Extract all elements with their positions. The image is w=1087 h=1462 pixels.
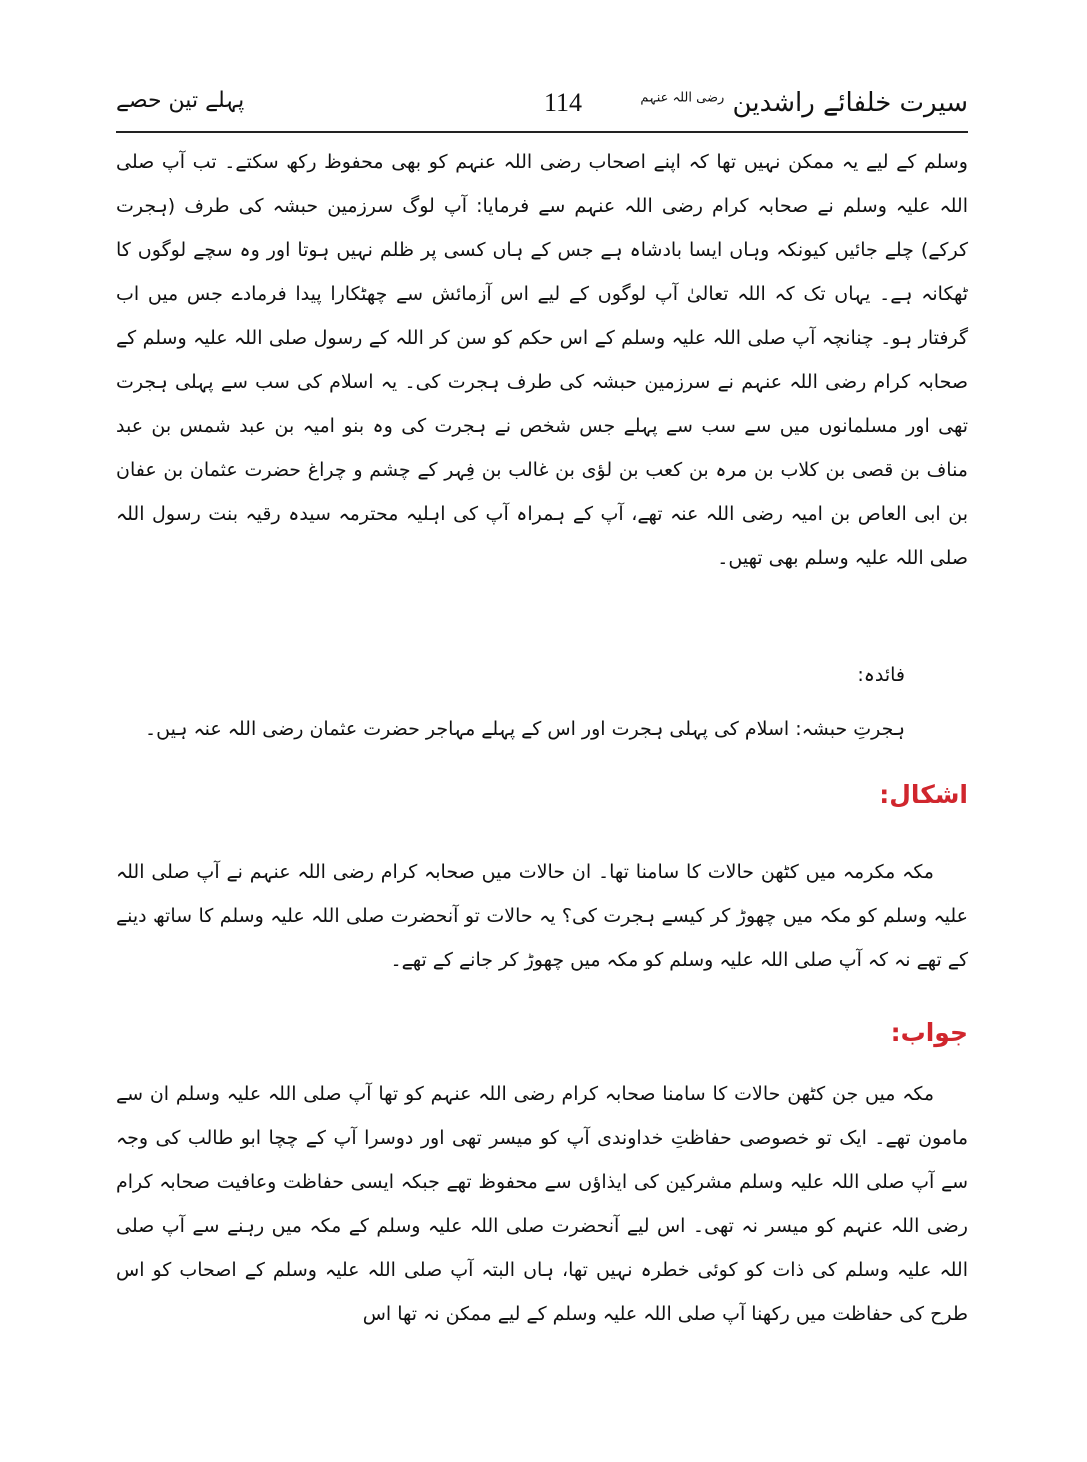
section-label: پہلے تین حصے (116, 88, 245, 113)
body-paragraph-1: وسلم کے لیے یہ ممکن نہیں تھا کہ اپنے اصحاب رضی اللہ عنہم کو بھی محفوظ رکھ سکتے۔ تب آپ صلی اللہ علیہ وسلم نے صحابہ کرام رضی اللہ عنہم سے فرمایا: آپ لوگ سرزمین حبشہ کی طرف (ہجرت کرکے) چلے جائیں کیونکہ وہاں ایسا بادشاہ ہے جس کے ہاں کسی پر ظلم نہیں ہوتا اور وہ سچے لوگوں کا ٹھکانہ ہے۔ یہاں تک کہ اللہ تعالیٰ آپ لوگوں کے لیے اس آزمائش سے چھٹکارا پیدا فرمادے جس میں اب گرفتار ہو۔ چنانچہ آپ صلی اللہ علیہ وسلم کے اس حکم کو سن کر اللہ کے رسول صلی اللہ علیہ وسلم کے صحابہ کرام رضی اللہ عنہم نے سرزمین حبشہ کی طرف ہجرت کی۔ یہ اسلام کی سب سے پہلی ہجرت تھی اور مسلمانوں میں سے سب سے پہلے جس شخص نے ہجرت کی وہ بنو امیہ بن عبد شمس بن عبد مناف بن قصی بن کلاب بن مرہ بن کعب بن لؤی بن غالب بن فِہر کے چشم و چراغ حضرت عثمان بن عفان بن ابی العاص بن امیہ رضی اللہ عنہ تھے، آپ کے ہمراہ آپ کی اہلیہ محترمہ سیدہ رقیہ بنت رسول اللہ صلی اللہ علیہ وسلم بھی تھیں۔ (116, 151, 968, 569)
jawab-heading: جواب: (890, 1018, 968, 1047)
running-header (116, 88, 968, 128)
faida-label: فائدہ: (857, 664, 905, 686)
body-paragraph-3: مکہ میں جن کٹھن حالات کا سامنا صحابہ کرام رضی اللہ عنہم کو تھا آپ صلی اللہ علیہ وسلم ان سے مامون تھے۔ ایک تو خصوصی حفاظتِ خداوندی آپ کو میسر تھی اور دوسرا آپ کے چچا ابو طالب کی وجہ سے آپ صلی اللہ علیہ وسلم مشرکین کی ایذاؤں سے محفوظ تھے جبکہ ایسی حفاظت وعافیت صحابہ کرام رضی اللہ عنہم کو میسر نہ تھی۔ اس لیے آنحضرت صلی اللہ علیہ وسلم کے مکہ میں رہنے سے آپ صلی اللہ علیہ وسلم کی ذات کو کوئی خطرہ نہیں تھا، ہاں البتہ آپ صلی اللہ علیہ وسلم کے اصحاب کو اس طرح کی حفاظت میں رکھنا آپ صلی اللہ علیہ وسلم کے لیے ممکن نہ تھا اس (116, 1083, 968, 1325)
faida-text: ہجرتِ حبشہ: اسلام کی پہلی ہجرت اور اس کے پہلے مہاجر حضرت عثمان رضی اللہ عنہ ہیں۔ (145, 718, 905, 740)
book-title-text: سیرت خلفائے راشدین (732, 88, 968, 118)
body-paragraph-2: مکہ مکرمہ میں کٹھن حالات کا سامنا تھا۔ ان حالات میں صحابہ کرام رضی اللہ عنہم نے آپ صلی اللہ علیہ وسلم کو مکہ میں چھوڑ کر کیسے ہجرت کی؟ یہ حالات تو آنحضرت صلی اللہ علیہ وسلم کا ساتھ دینے کے تھے نہ کہ آپ صلی اللہ علیہ وسلم کو مکہ میں چھوڑ کر جانے کے تھے۔ (116, 861, 968, 971)
ishkal-heading: اشکال: (879, 780, 968, 809)
header-divider (116, 131, 968, 133)
book-title (640, 88, 968, 118)
honorific-text: رضی اللہ عنہم (640, 90, 725, 106)
page-number: 114 (543, 88, 583, 117)
